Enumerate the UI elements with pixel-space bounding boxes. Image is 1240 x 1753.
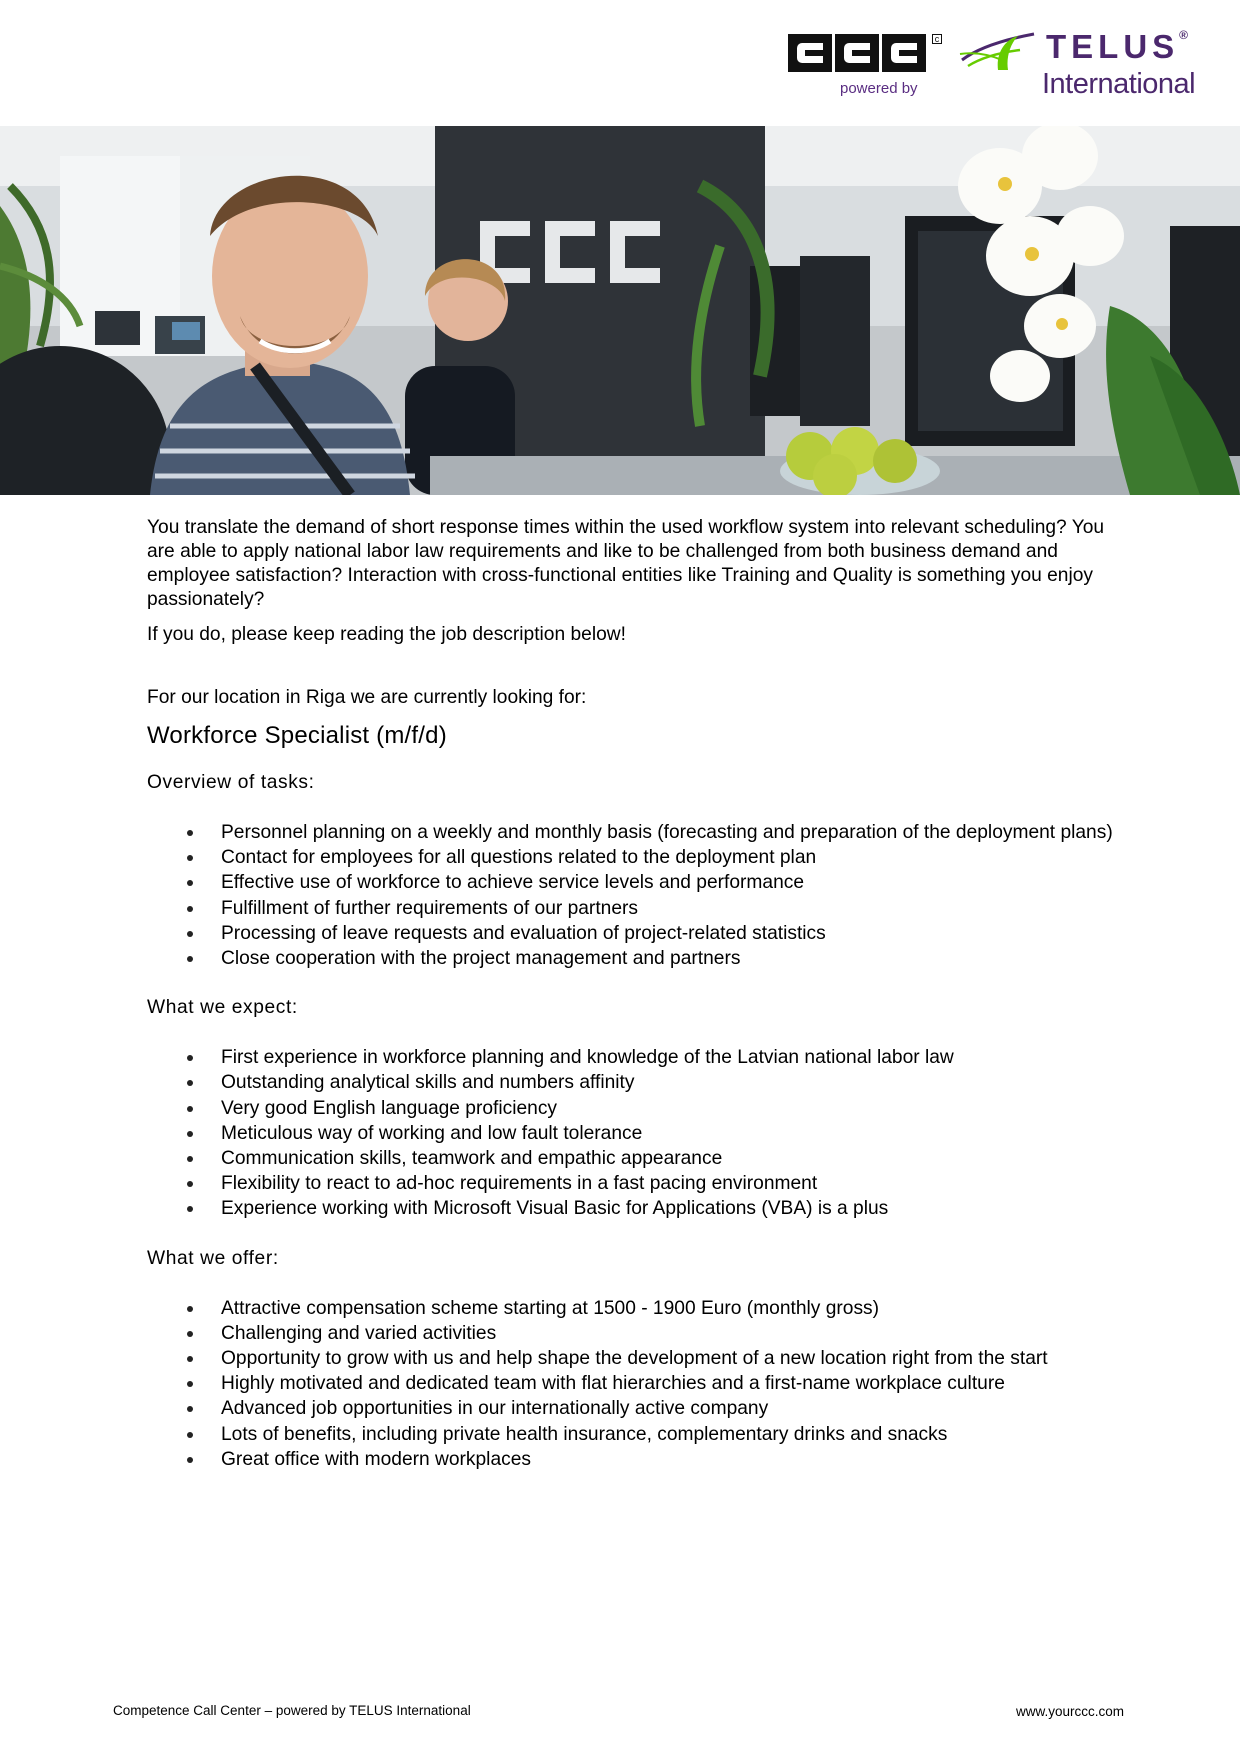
expect-list [147, 1045, 1137, 1221]
ccc-logo-mark [788, 34, 944, 72]
list-item: Challenging and varied activities [147, 1321, 1137, 1346]
ccc-letter-c [788, 34, 832, 72]
location-line: For our location in Riga we are currently looking for: [147, 687, 587, 708]
tasks-list [147, 820, 1137, 971]
expect-heading: What we expect: [147, 997, 298, 1019]
list-item: Processing of leave requests and evaluation of project-related statistics [147, 921, 1137, 946]
list-item: Attractive compensation scheme starting at 1500 - 1900 Euro (monthly gross) [147, 1296, 1137, 1321]
list-item: Meticulous way of working and low fault tolerance [147, 1121, 1137, 1146]
intro-paragraph: You translate the demand of short response times within the used workflow system into relevant scheduling? You are able to apply national labor law requirements and like to be challenged from both business demand and employee satisfaction? Interaction with cross-functional entities like Training and Quality is something you enjoy passionately? [147, 517, 1105, 610]
ccc-logo [788, 34, 944, 112]
telus-leaf-icon [958, 30, 1038, 74]
list-item: Outstanding analytical skills and numbers affinity [147, 1070, 1137, 1095]
offer-list [147, 1296, 1137, 1472]
list-item: Great office with modern workplaces [147, 1447, 1137, 1472]
telus-wordmark: TELUS® [1046, 28, 1189, 65]
ccc-letter-c [835, 34, 879, 72]
list-item: Very good English language proficiency [147, 1096, 1137, 1121]
header-logos [788, 28, 1208, 104]
ccc-powered-by: powered by [840, 80, 918, 97]
job-title: Workforce Specialist (m/f/d) [147, 722, 447, 749]
footer-company: Competence Call Center – powered by TELUS International [113, 1703, 471, 1718]
office-photo-illustration [0, 126, 1240, 495]
list-item: Communication skills, teamwork and empathic appearance [147, 1146, 1137, 1171]
telus-international-logo [958, 28, 1208, 104]
list-item: Experience working with Microsoft Visual Basic for Applications (VBA) is a plus [147, 1196, 1137, 1221]
list-item: Highly motivated and dedicated team with flat hierarchies and a first-name workplace culture [147, 1371, 1137, 1396]
list-item: First experience in workforce planning and knowledge of the Latvian national labor law [147, 1045, 1137, 1070]
list-item: Close cooperation with the project management and partners [147, 946, 1137, 971]
list-item: Lots of benefits, including private health insurance, complementary drinks and snacks [147, 1422, 1137, 1447]
offer-heading: What we offer: [147, 1247, 279, 1269]
spacer [147, 658, 1137, 686]
intro-call-to-read: If you do, please keep reading the job description below! [147, 624, 626, 645]
list-item: Opportunity to grow with us and help shape the development of a new location right from the start [147, 1346, 1137, 1371]
list-item: Flexibility to react to ad-hoc requirements in a fast pacing environment [147, 1171, 1137, 1196]
registered-mark-icon: c [932, 34, 942, 44]
job-description [147, 516, 1137, 1498]
ccc-letter-c [882, 34, 926, 72]
list-item: Effective use of workforce to achieve service levels and performance [147, 870, 1137, 895]
footer-website-link[interactable]: www.yourccc.com [1015, 1704, 1124, 1719]
list-item: Personnel planning on a weekly and monthly basis (forecasting and preparation of the deployment plans) [147, 820, 1137, 845]
list-item: Contact for employees for all questions related to the deployment plan [147, 845, 1137, 870]
list-item: Fulfillment of further requirements of our partners [147, 896, 1137, 921]
list-item: Advanced job opportunities in our internationally active company [147, 1396, 1137, 1421]
tasks-heading: Overview of tasks: [147, 772, 315, 793]
hero-photo [0, 126, 1240, 495]
telus-subtitle: International [1042, 68, 1196, 100]
